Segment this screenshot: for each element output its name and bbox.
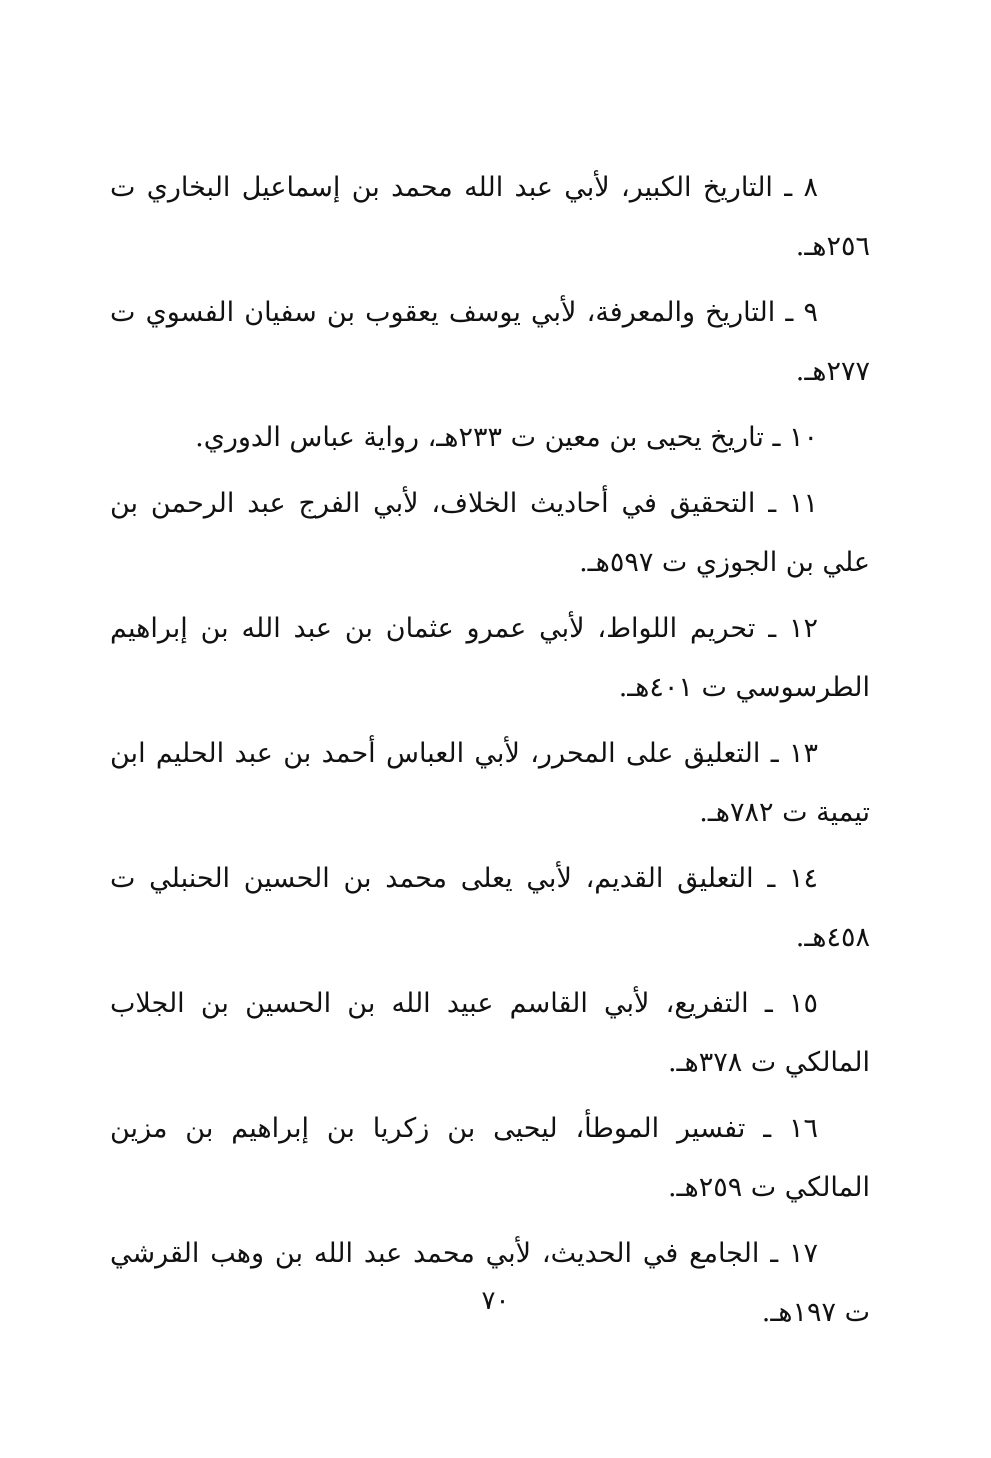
entry-text: ـ التاريخ والمعرفة، لأبي يوسف يعقوب بن سفيان الفسوي ت ٢٧٧هـ. bbox=[110, 297, 870, 387]
entry-text: ـ تاريخ يحيى بن معين ت ٢٣٣هـ، رواية عباس الدوري. bbox=[195, 422, 781, 453]
entry-text: ـ التحقيق في أحاديث الخلاف، لأبي الفرج عبد الرحمن بن علي بن الجوزي ت ٥٩٧هـ. bbox=[110, 488, 870, 578]
entry-number: ١٠ bbox=[788, 422, 818, 453]
entry-number: ١٦ bbox=[788, 1113, 818, 1144]
bibliography-entry-13 bbox=[110, 724, 870, 842]
entry-text: ـ التاريخ الكبير، لأبي عبد الله محمد بن إسماعيل البخاري ت ٢٥٦هـ. bbox=[110, 172, 870, 262]
entry-text: ـ تحريم اللواط، لأبي عمرو عثمان بن عبد الله بن إبراهيم الطرسوسي ت ٤٠١هـ. bbox=[110, 613, 870, 703]
bibliography-entry-16 bbox=[110, 1099, 870, 1217]
entry-text: ـ التعليق على المحرر، لأبي العباس أحمد بن عبد الحليم ابن تيمية ت ٧٨٢هـ. bbox=[110, 738, 870, 828]
bibliography-entry-8 bbox=[110, 158, 870, 276]
page-number: ٧٠ bbox=[481, 1286, 510, 1316]
bibliography-list bbox=[110, 158, 870, 1349]
entry-text: ـ التعليق القديم، لأبي يعلى محمد بن الحسين الحنبلي ت ٤٥٨هـ. bbox=[110, 863, 870, 953]
bibliography-entry-17 bbox=[110, 1224, 870, 1342]
entry-number: ١٧ bbox=[788, 1238, 818, 1269]
bibliography-entry-11 bbox=[110, 474, 870, 592]
entry-number: ١١ bbox=[788, 488, 818, 519]
entry-number: ١٢ bbox=[788, 613, 818, 644]
entry-number: ١٣ bbox=[788, 738, 818, 769]
entry-number: ١٤ bbox=[788, 863, 818, 894]
entry-text: ـ التفريع، لأبي القاسم عبيد الله بن الحسين بن الجلاب المالكي ت ٣٧٨هـ. bbox=[110, 988, 870, 1078]
entry-number: ١٥ bbox=[788, 988, 818, 1019]
bibliography-entry-14 bbox=[110, 849, 870, 967]
bibliography-entry-15 bbox=[110, 974, 870, 1092]
bibliography-entry-10 bbox=[110, 408, 870, 467]
entry-text: ـ الجامع في الحديث، لأبي محمد عبد الله بن وهب القرشي ت ١٩٧هـ. bbox=[110, 1238, 870, 1328]
entry-text: ـ تفسير الموطأ، ليحيى بن زكريا بن إبراهيم بن مزين المالكي ت ٢٥٩هـ. bbox=[110, 1113, 870, 1203]
entry-number: ٨ bbox=[803, 172, 818, 203]
bibliography-entry-9 bbox=[110, 283, 870, 401]
bibliography-entry-12 bbox=[110, 599, 870, 717]
entry-number: ٩ bbox=[803, 297, 818, 328]
